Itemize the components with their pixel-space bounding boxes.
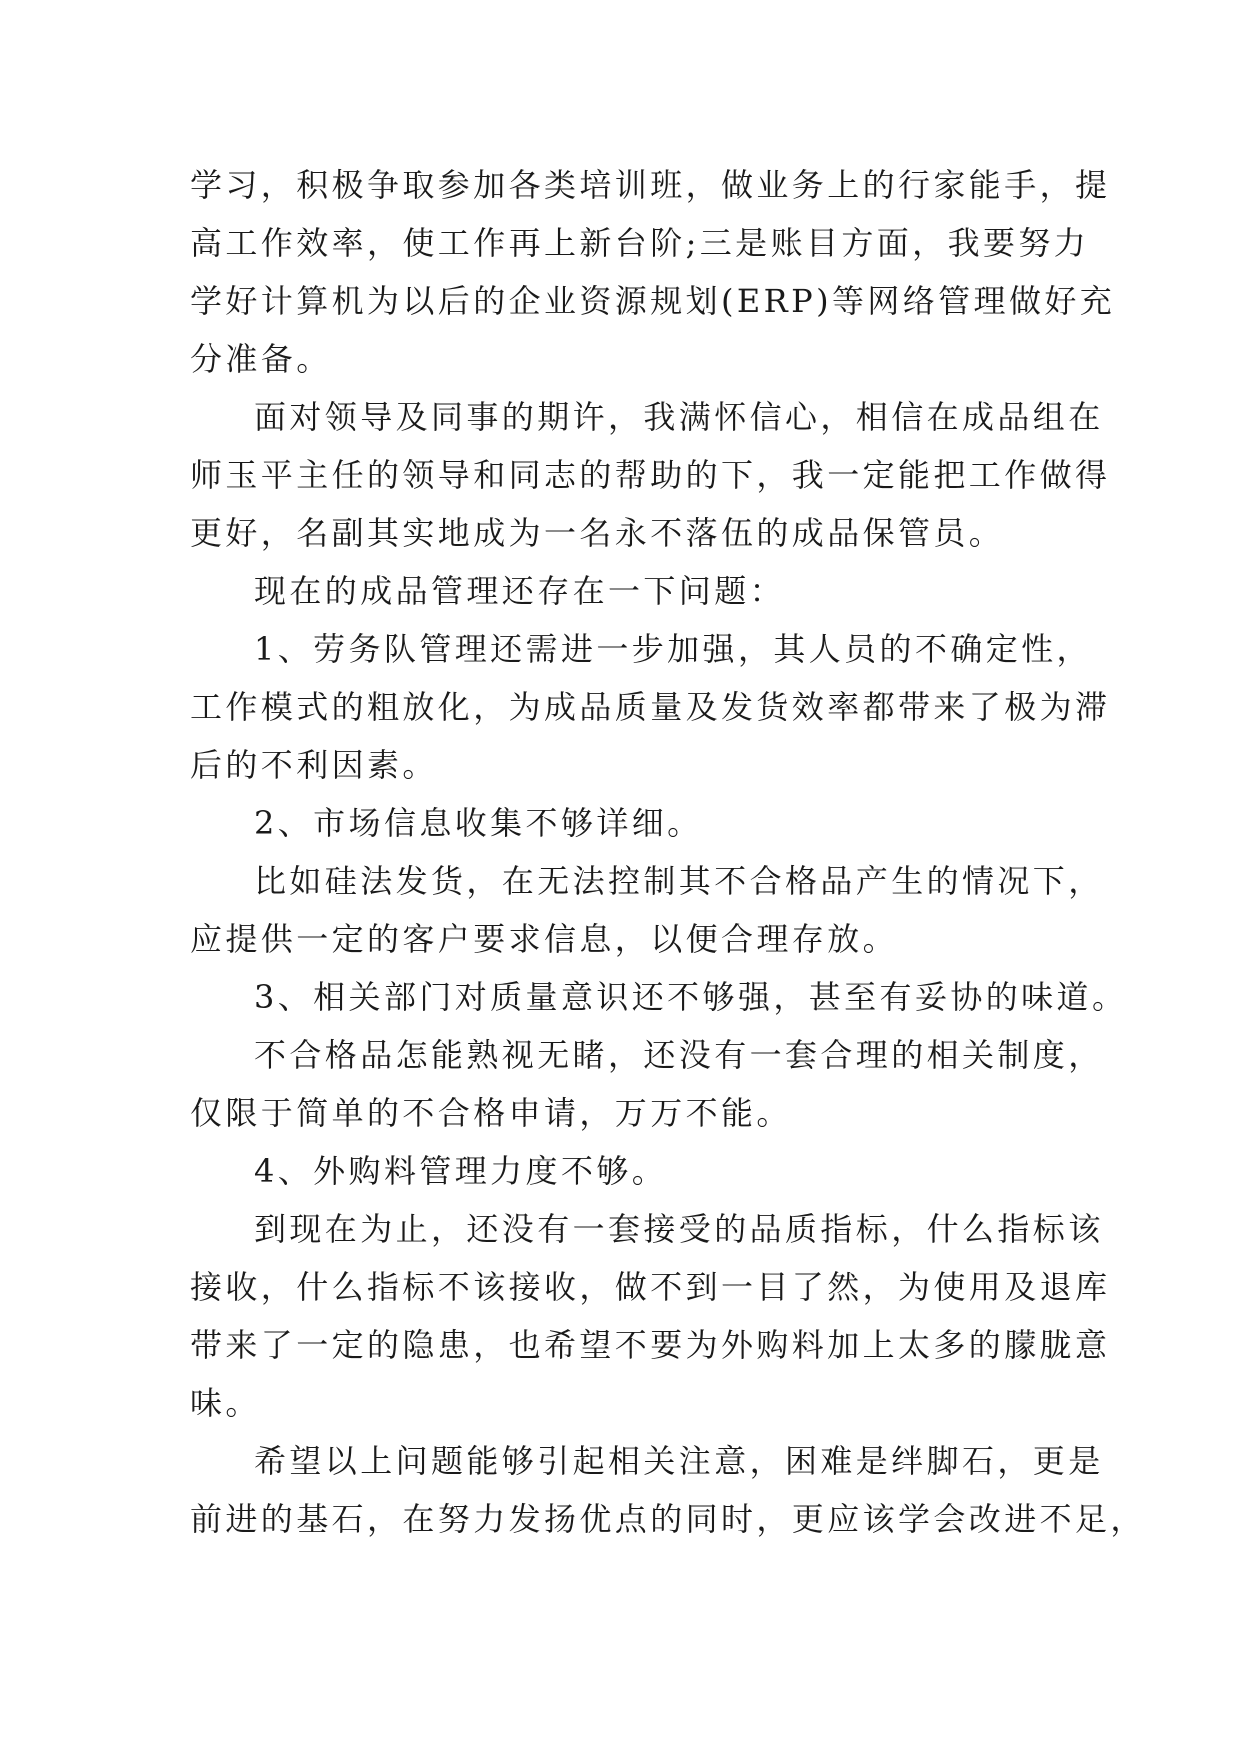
text-line: 后的不利因素。 xyxy=(190,746,438,784)
text-line: 面对领导及同事的期许，我满怀信心，相信在成品组在 xyxy=(254,398,1104,436)
text-line: 应提供一定的客户要求信息，以便合理存放。 xyxy=(190,920,899,958)
text-line: 希望以上问题能够引起相关注意，困难是绊脚石，更是 xyxy=(254,1442,1104,1480)
text-line: 前进的基石，在努力发扬优点的同时，更应该学会改进不足， xyxy=(190,1500,1146,1538)
text-line: 味。 xyxy=(190,1384,261,1422)
text-line: 学好计算机为以后的企业资源规划(ERP)等网络管理做好充 xyxy=(190,282,1116,320)
text-line: 仅限于简单的不合格申请，万万不能。 xyxy=(190,1094,792,1132)
text-line: 4、外购料管理力度不够。 xyxy=(254,1152,668,1190)
text-line: 工作模式的粗放化，为成品质量及发货效率都带来了极为滞 xyxy=(190,688,1111,726)
text-line: 1、劳务队管理还需进一步加强，其人员的不确定性， xyxy=(254,630,1092,668)
text-line: 师玉平主任的领导和同志的帮助的下，我一定能把工作做得 xyxy=(190,456,1111,494)
text-line: 2、市场信息收集不够详细。 xyxy=(254,804,703,842)
text-line: 带来了一定的隐患，也希望不要为外购料加上太多的朦胧意 xyxy=(190,1326,1111,1364)
text-line: 现在的成品管理还存在一下问题： xyxy=(254,572,786,610)
text-line: 分准备。 xyxy=(190,340,332,378)
text-line: 3、相关部门对质量意识还不够强，甚至有妥协的味道。 xyxy=(254,978,1128,1016)
text-line: 比如硅法发货，在无法控制其不合格品产生的情况下， xyxy=(254,862,1104,900)
text-line: 不合格品怎能熟视无睹，还没有一套合理的相关制度， xyxy=(254,1036,1104,1074)
text-line: 到现在为止，还没有一套接受的品质指标，什么指标该 xyxy=(254,1210,1104,1248)
text-line: 接收，什么指标不该接收，做不到一目了然，为使用及退库 xyxy=(190,1268,1111,1306)
text-line: 学习，积极争取参加各类培训班，做业务上的行家能手，提 xyxy=(190,166,1111,204)
text-line: 更好，名副其实地成为一名永不落伍的成品保管员。 xyxy=(190,514,1005,552)
text-line: 高工作效率，使工作再上新台阶;三是账目方面，我要努力 xyxy=(190,224,1090,262)
